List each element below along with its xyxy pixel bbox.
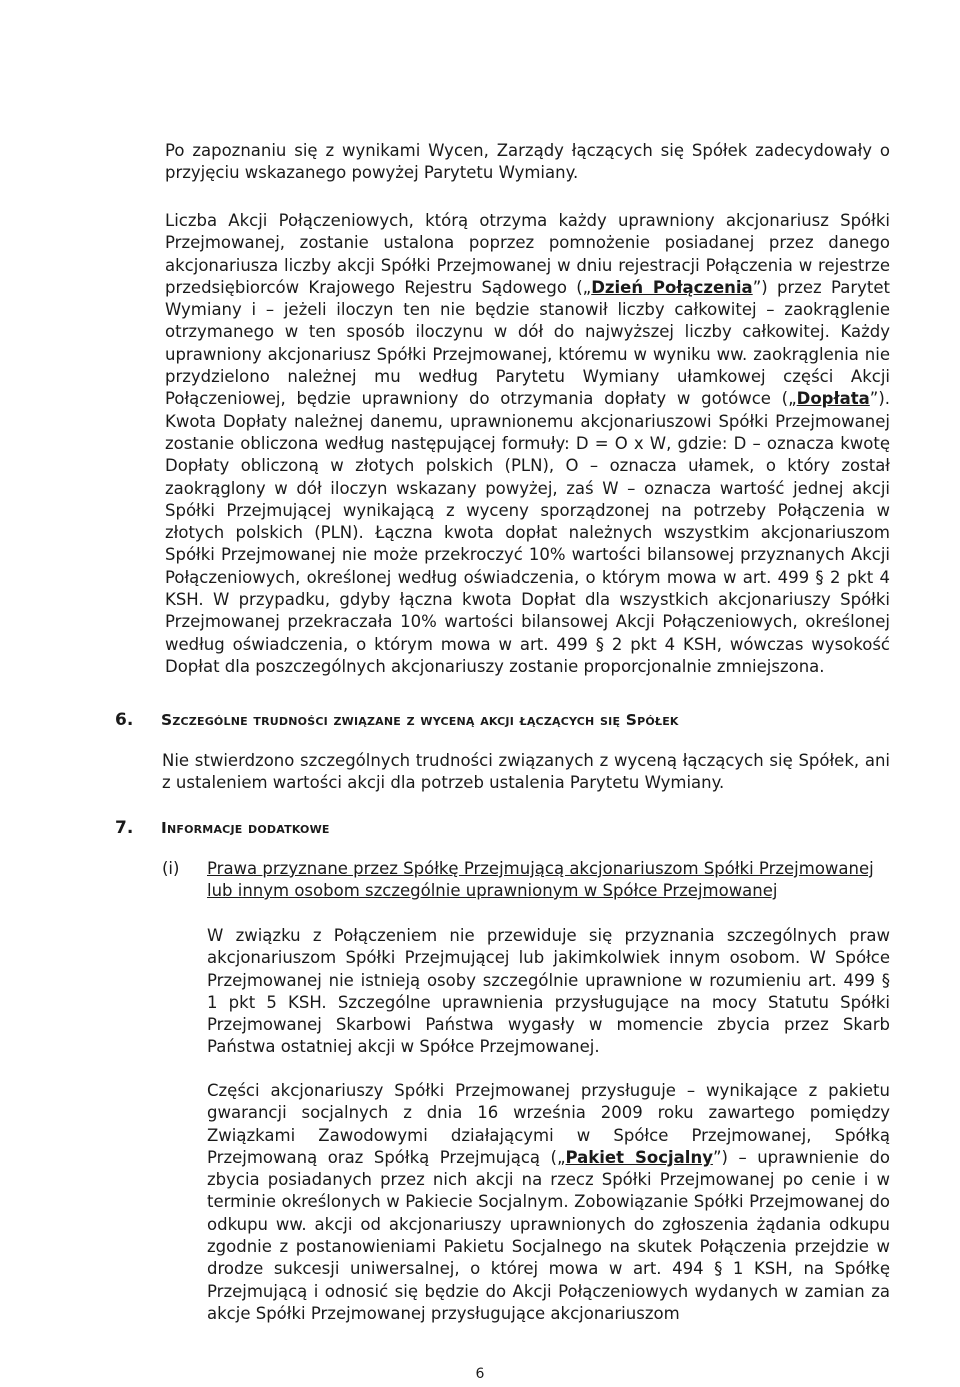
section-6-number: 6. xyxy=(115,710,134,730)
shares-text-part2: ”) przez Parytet Wymiany i – jeżeli iloczyn ten nie będzie stanowił liczby całkowitej – zaokrąglenie otrzymanego w ten sposób iloczynu w dół do najwyższej liczby całkowitej. Każdy uprawniony akcjonariusz Spółki Przejmowanej, któremu w wyniku ww. zaokrąglenia nie przydzielono należnej mu według Parytetu Wymiany ułamkowej części Akcji Połączeniowej, będzie uprawniony do otrzymania dopłaty w gotówce („ xyxy=(165,277,890,409)
subsection-i-marker: (i) xyxy=(162,859,180,878)
section-6-paragraph: Nie stwierdzono szczególnych trudności związanych z wyceną łączących się Spółek, ani z ustaleniem wartości akcji dla potrzeb ustalenia Parytetu Wymiany. xyxy=(162,751,890,793)
term-pakiet-socjalny: Pakiet Socjalny xyxy=(565,1147,713,1167)
subsection-i-heading xyxy=(162,858,892,902)
section-7-heading xyxy=(115,818,330,838)
subsection-i-p2-part2: ”) – uprawnienie do zbycia posiadanych przez nich akcji na rzecz Spółki Przejmowanej po cenie i w terminie określonych w Pakiecie Socjalnym. Zobowiązanie Spółki Przejmowanej do odkupu ww. akcji od akcjonariuszy uprawnionych do zgłoszenia żądania odkupu zgodnie z postanowieniami Pakietu Socjalnego na skutek Połączenia przejdzie w drodze sukcesji uniwersalnej, o której mowa w art. 494 § 1 KSH, na Spółkę Przejmującą i odnosić się będzie do Akcji Połączeniowych wydanych w zamian za akcje Spółki Przejmowanej przysługujące akcjonariuszom xyxy=(207,1147,890,1323)
subsection-i-paragraph-2 xyxy=(207,1080,890,1325)
term-dzien-polaczenia: Dzień Połączenia xyxy=(591,277,753,297)
subsection-i-title: Prawa przyznane przez Spółkę Przejmującą akcjonariuszom Spółki Przejmowanej lub innym osobom szczególnie uprawnionym w Spółce Przejmowanej xyxy=(207,859,874,900)
section-7-number: 7. xyxy=(115,818,134,838)
term-doplata: Dopłata xyxy=(796,389,870,409)
shares-paragraph xyxy=(165,210,890,678)
section-6-heading xyxy=(115,710,679,730)
section-7-title: Informacje dodatkowe xyxy=(161,819,330,837)
shares-text-part3: ”). Kwota Dopłaty należnej danemu, uprawnionemu akcjonariuszowi Spółki Przejmowanej zostanie obliczona według następującej formuły: D = O x W, gdzie: D – oznacza kwotę Dopłaty obliczoną w złotych polskich (PLN), O – oznacza ułamek, o który został zaokrąglony w dół iloczyn wskazany powyżej, zaś W – oznacza wartość jednej akcji Spółki Przejmującej wynikającą z wyceny sporządzonej na potrzeby Połączenia w złotych polskich (PLN). Łączna kwota dopłat należnych wszystkim akcjonariuszom Spółki Przejmowanej nie może przekroczyć 10% wartości bilansowej przyznanych Akcji Połączeniowych, określonej według oświadczenia, o którym mowa w art. 499 § 2 pkt 4 KSH. W przypadku, gdyby łączna kwota Dopłat dla wszystkich akcjonariuszy Spółki Przejmowanej przekraczała 10% wartości bilansowej Akcji Połączeniowych, określonej według oświadczenia, o którym mowa w art. 499 § 2 pkt 4 KSH, wówczas wysokość Dopłat dla poszczególnych akcjonariuszy zostanie proporcjonalnie zmniejszona. xyxy=(165,389,890,676)
page-number: 6 xyxy=(475,1366,485,1382)
shares-text-part1: Liczba Akcji Połączeniowych, którą otrzyma każdy uprawniony akcjonariusz Spółki Przejmowanej, zostanie ustalona poprzez pomnożenie posiadanej przez danego akcjonariusza liczby akcji Spółki Przejmowanej w dniu rejestracji Połączenia w rejestrze przedsiębiorców Krajowego Rejestru Sądowego („ xyxy=(165,211,890,297)
section-6-title: Szczególne trudności związane z wyceną akcji łączących się Spółek xyxy=(161,711,679,729)
intro-paragraph: Po zapoznaniu się z wynikami Wycen, Zarządy łączących się Spółek zadecydowały o przyjęciu wskazanego powyżej Parytetu Wymiany. xyxy=(165,141,890,183)
subsection-i-p2-part1: Części akcjonariuszy Spółki Przejmowanej przysługuje – wynikające z pakietu gwarancji socjalnych z dnia 16 września 2009 roku zawartego pomiędzy Związkami Zawodowymi działającymi w Spółce Przejmowanej, Spółką Przejmowaną oraz Spółką Przejmującą („ xyxy=(207,1081,890,1167)
subsection-i-paragraph-1: W związku z Połączeniem nie przewiduje się przyznania szczególnych praw akcjonariuszom Spółki Przejmującej lub jakimkolwiek innym osobom. W Spółce Przejmowanej nie istnieją osoby szczególnie uprawnione w rozumieniu art. 499 § 1 pkt 5 KSH. Szczególne uprawnienia przysługujące na mocy Statutu Spółki Przejmowanej Skarbowi Państwa wygasły w momencie zbycia przez Skarb Państwa ostatniej akcji w Spółce Przejmowanej. xyxy=(207,926,890,1057)
